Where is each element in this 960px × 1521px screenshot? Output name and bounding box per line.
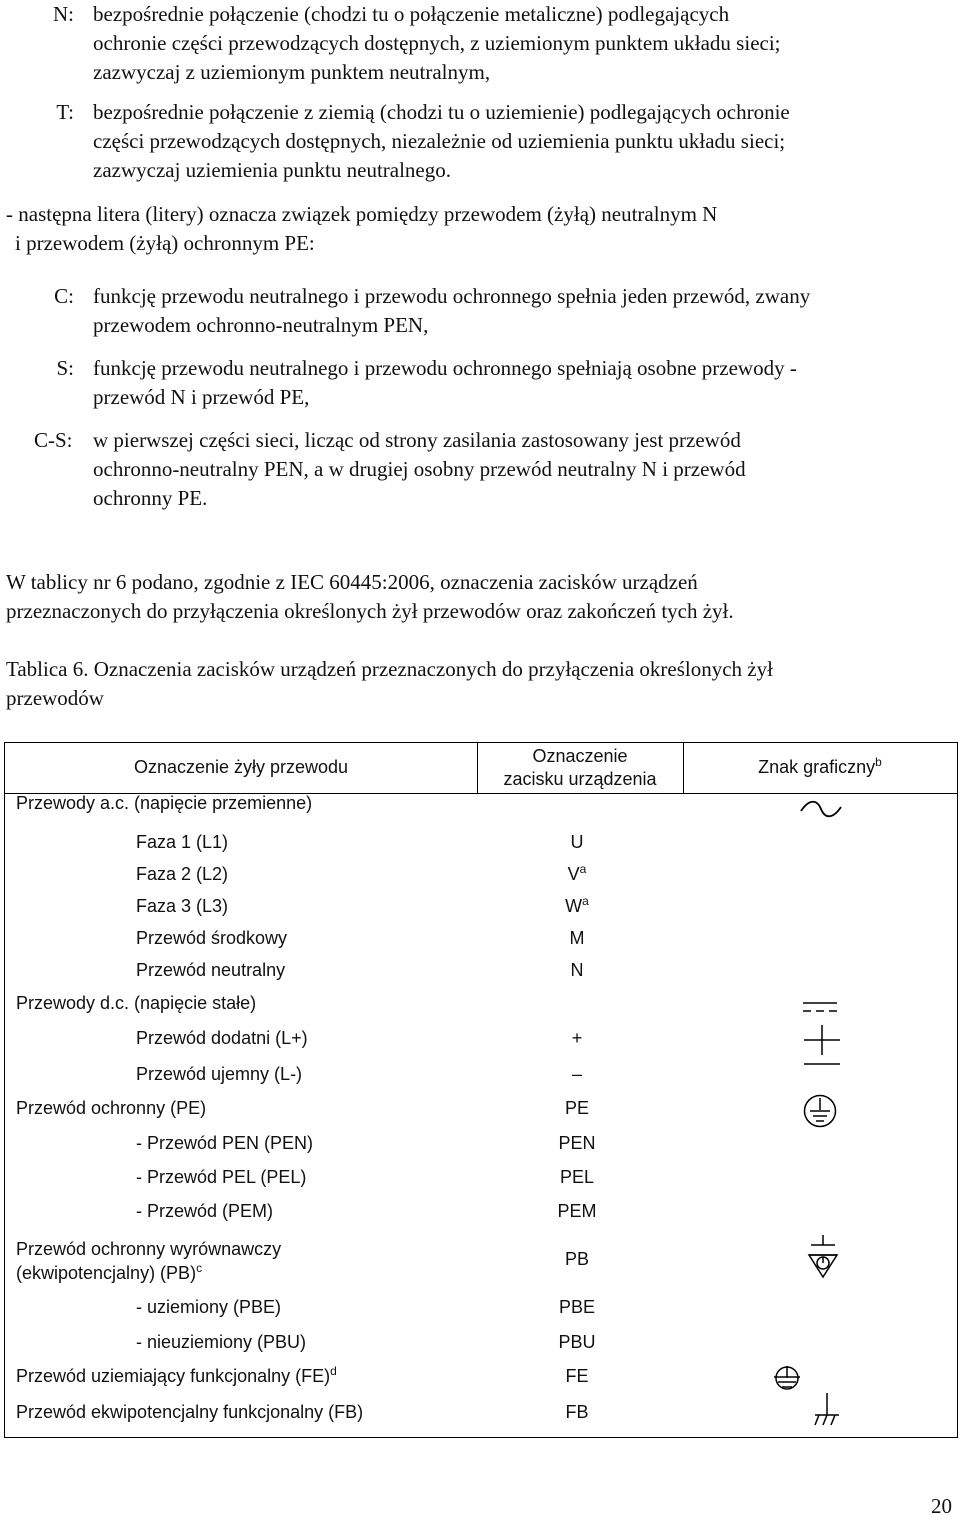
row-conductor-name: Przewód ujemny (L-): [136, 1064, 303, 1084]
row-terminal-code: PB: [564, 1249, 589, 1269]
definition-t: [0, 98, 960, 188]
row-terminal-code: FE: [565, 1366, 589, 1386]
table-caption: Tablica 6. Oznaczenia zacisków urządzeń przeznaczonych do przyłączenia określonych żył przewodów: [6, 657, 773, 710]
row-terminal-code: $V^a$: [567, 862, 587, 884]
row-terminal-code: FB: [565, 1402, 589, 1422]
definition-n: [0, 0, 960, 90]
definition-s: [0, 354, 960, 414]
row-terminal-code: U: [570, 832, 584, 852]
row-conductor-name: - Przewód PEL (PEL): [136, 1167, 307, 1187]
definition-text: w pierwszej części sieci, licząc od strony zasilania zastosowany jest przewód ochronno-neutralny PEN, a w drugiej osobny przewód neutralny N i przewód ochronny PE.: [93, 428, 746, 510]
definition-label: N:: [53, 2, 74, 26]
row-conductor-name: - Przewód PEN (PEN): [136, 1133, 314, 1153]
row-conductor-name: Przewód środkowy: [136, 928, 288, 948]
ac-wave-icon: [797, 797, 845, 821]
terminal-designation-table: [4, 742, 958, 1438]
header-terminal: Oznaczenie zacisku urządzenia: [503, 746, 657, 789]
row-conductor-name: Przewód ekwipotencjalny funkcjonalny (FB): [16, 1402, 364, 1422]
row-conductor-name: - Przewód (PEM): [136, 1201, 274, 1221]
row-terminal-code: $W^a$: [565, 894, 589, 916]
row-conductor-name: Faza 3 (L3): [136, 896, 229, 916]
next-letter-paragraph: - następna litera (litery) oznacza związek pomiędzy przewodem (żyłą) neutralnym N i przewodem (żyłą) ochronnym PE:: [6, 202, 718, 255]
row-conductor-name: Przewód uziemiający funkcjonalny (FE)$^d$: [16, 1364, 337, 1386]
row-conductor-name: Faza 1 (L1): [136, 832, 229, 852]
row-conductor-name: Przewód ochronny wyrównawczy (ekwipotencjalny) (PB)$^c$: [16, 1239, 282, 1283]
minus-icon: [802, 1059, 842, 1069]
definition-c: [0, 282, 960, 342]
definition-text: bezpośrednie połączenie (chodzi tu o połączenie metaliczne) podlegających ochronie części przewodzących dostępnych, z uziemionym punktem układu sieci; zazwyczaj z uziemionym punktem neutralnym,: [93, 2, 781, 84]
row-conductor-name: Przewód dodatni (L+): [136, 1028, 308, 1048]
row-conductor-name: Faza 2 (L2): [136, 864, 229, 884]
definition-label: C-S:: [34, 428, 73, 452]
equipotential-icon: [805, 1233, 841, 1281]
row-terminal-code: N: [570, 960, 584, 980]
header-symbol: Znak graficzny$^b$: [758, 755, 882, 777]
definition-label: C:: [54, 284, 74, 308]
row-terminal-code: PE: [564, 1098, 589, 1118]
row-conductor-name: - uziemiony (PBE): [136, 1297, 282, 1317]
row-terminal-code: PEN: [558, 1133, 596, 1153]
intro-paragraph: W tablicy nr 6 podano, zgodnie z IEC 60445:2006, oznaczenia zacisków urządzeń przeznaczonych do przyłączenia określonych żył przewodów oraz zakończeń tych żył.: [6, 570, 734, 623]
row-conductor-name: Przewody a.c. (napięcie przemienne): [16, 793, 313, 813]
row-terminal-code: PEM: [557, 1201, 597, 1221]
definition-c-s: [0, 426, 960, 516]
dc-icon: [799, 998, 841, 1016]
row-conductor-name: - nieuziemiony (PBU): [136, 1332, 307, 1352]
row-conductor-name: Przewody d.c. (napięcie stałe): [16, 993, 257, 1013]
definition-label: S:: [56, 356, 74, 380]
header-conductor: Oznaczenie żyły przewodu: [133, 757, 349, 777]
frame-icon: [811, 1391, 843, 1431]
protective-earth-icon: [802, 1093, 838, 1129]
definition-text: bezpośrednie połączenie z ziemią (chodzi tu o uziemienie) podlegających ochronie części przewodzących dostępnych, niezależnie od uziemienia punktu układu sieci; zazwyczaj uziemienia punktu neutralnego.: [93, 100, 790, 182]
row-terminal-code: PEL: [559, 1167, 595, 1187]
row-conductor-name: Przewód neutralny: [136, 960, 286, 980]
row-terminal-code: PBE: [558, 1297, 596, 1317]
definition-text: funkcję przewodu neutralnego i przewodu ochronnego spełniają osobne przewody - przewód N i przewód PE,: [93, 356, 797, 409]
row-terminal-code: M: [569, 928, 585, 948]
definition-text: funkcję przewodu neutralnego i przewodu ochronnego spełnia jeden przewód, zwany przewodem ochronno-neutralnym PEN,: [93, 284, 811, 337]
page-number: 20: [931, 1494, 952, 1518]
functional-earth-icon: [769, 1363, 807, 1395]
row-terminal-code: –: [571, 1064, 582, 1084]
row-terminal-code: PBU: [558, 1332, 596, 1352]
plus-icon: [802, 1023, 842, 1057]
definition-label: T:: [56, 100, 74, 124]
row-conductor-name: Przewód ochronny (PE): [16, 1098, 207, 1118]
row-terminal-code: +: [571, 1028, 583, 1048]
